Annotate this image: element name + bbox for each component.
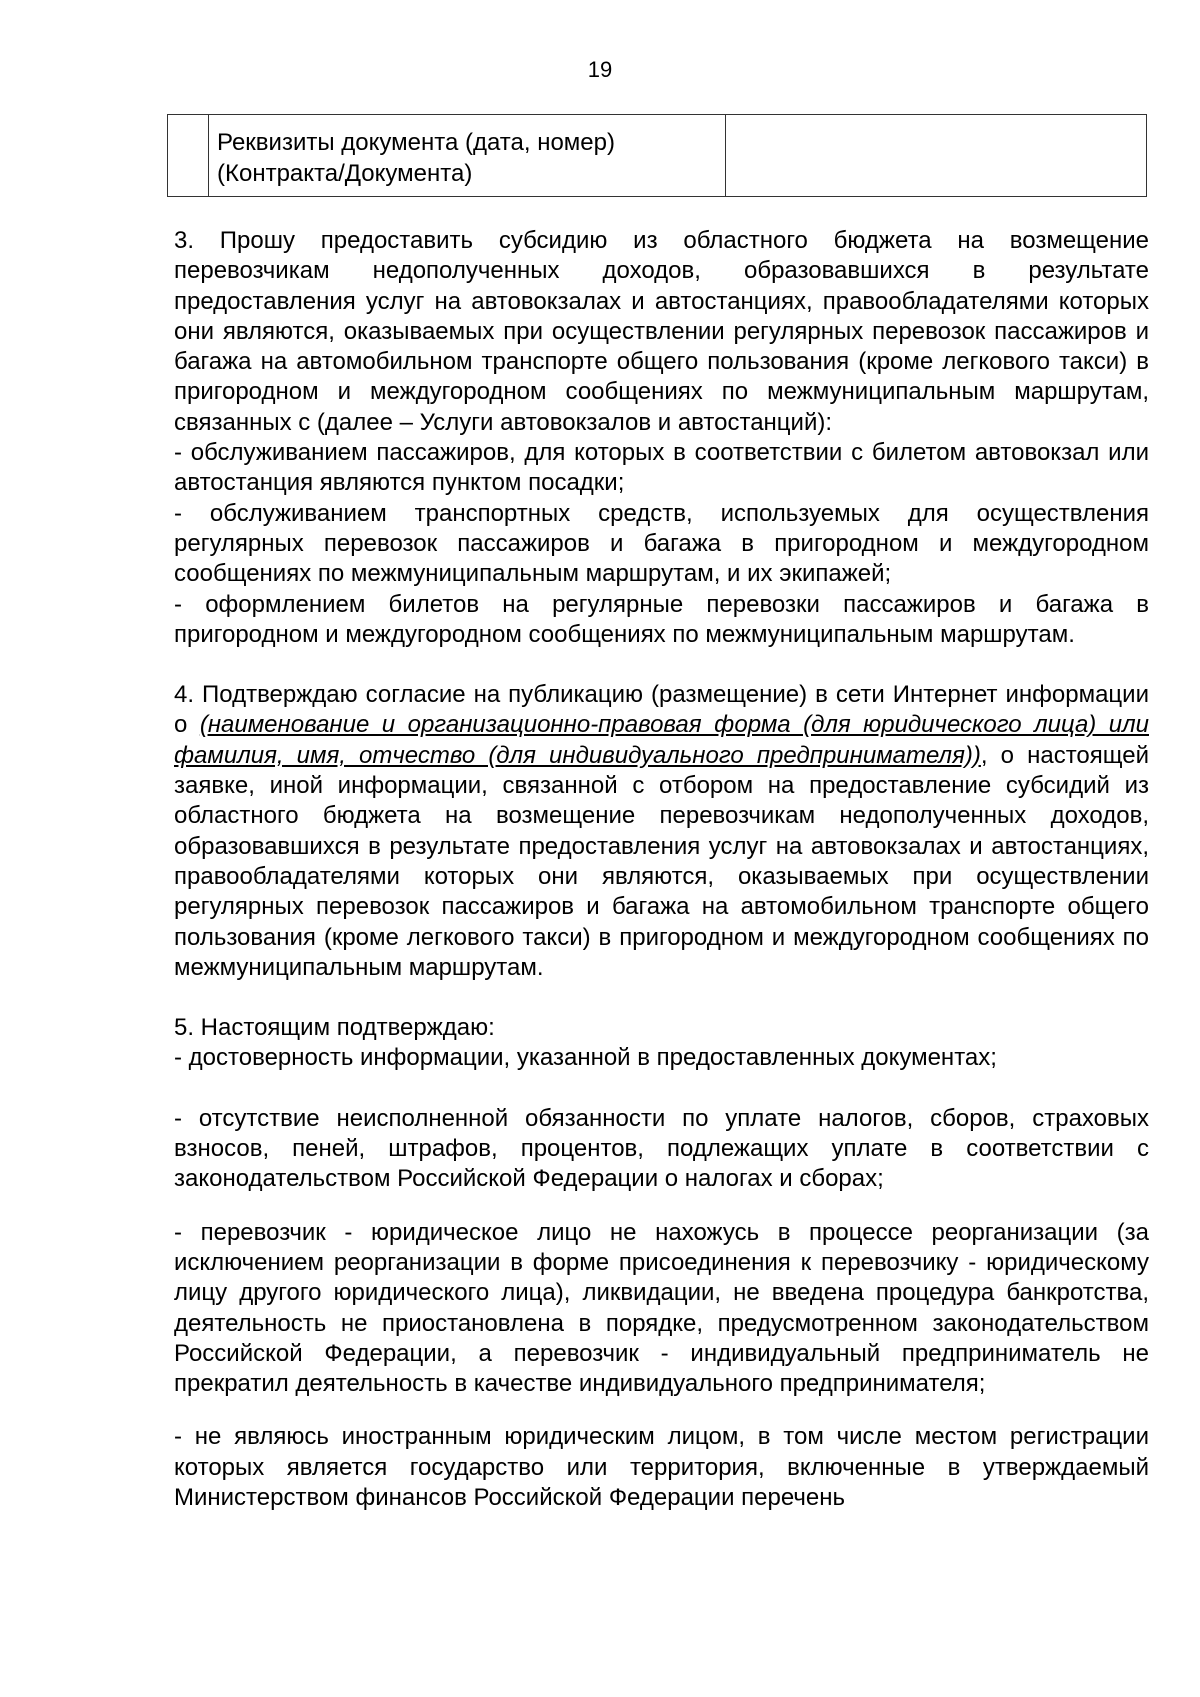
spacer [174, 983, 1149, 1013]
section4-placeholder-name: (наименование и организационно-правовая форма (для юридического лица) или фамилия, имя, отчество (для индивидуального предпринимателя)) [174, 711, 1149, 769]
section5-title: 5. Настоящим подтверждаю: [174, 1014, 495, 1042]
page-number: 19 [587, 57, 613, 82]
section5-item2: - отсутствие неисполненной обязанности по уплате налогов, сборов, страховых взносов, пеней, штрафов, процентов, подлежащих уплате в соответствии с законодательством Российской Федерации о налогах и сборах; [174, 1104, 1149, 1193]
section5-item3: - перевозчик - юридическое лицо не нахожусь в процессе реорганизации (за исключением реорганизации в форме присоединения к перевозчику - юридическому лицу другого юридического лица), ликвидации, не введена процедура банкротства, деятельность не приостановлена в порядке, предусмотренном законодательством Российской Федерации, а перевозчик - индивидуальный предприниматель не прекратил деятельность в качестве индивидуального предпринимателя; [174, 1218, 1149, 1398]
section4-paragraph [174, 680, 1149, 983]
spacer [174, 1399, 1149, 1422]
section4-text-after: , о настоящей заявке, иной информации, связанной с отбором на предоставление субсидий из областного бюджета на возмещение перевозчикам недополученных доходов, образовавшихся в результате предоставления услуг на автовокзалах и автостанциях, правообладателями которых они являются, оказываемых при осуществлении регулярных перевозок пассажиров и багажа на автомобильном транспорте общего пользования (кроме легкового такси) в пригородном и междугородном сообщениях по межмуниципальным маршрутам. [174, 741, 1150, 981]
row-number-cell [168, 115, 209, 197]
section3-intro: 3. Прошу предоставить субсидию из областного бюджета на возмещение перевозчикам недополученных доходов, образовавшихся в результате предоставления услуг на автовокзалах и автостанциях, правообладателями которых они являются, оказываемых при осуществлении регулярных перевозок пассажиров и багажа на автомобильном транспорте общего пользования (кроме легкового такси) в пригородном и междугородном сообщениях по межмуниципальным маршрутам, связанных с (далее – Услуги автовокзалов и автостанций): [174, 227, 1149, 436]
table-row [168, 115, 1147, 197]
row-label-line2: (Контракта/Документа) [217, 160, 473, 187]
document-details-table [167, 114, 1147, 197]
section3-item3: - оформлением билетов на регулярные перевозки пассажиров и багажа в пригородном и междугородном сообщениях по межмуниципальным маршрутам. [174, 590, 1149, 648]
spacer [174, 1074, 1149, 1104]
document-body [174, 226, 1149, 1513]
section5-item4: - не являюсь иностранным юридическим лицом, в том числе местом регистрации которых является государство или территория, включенные в утверждаемый Министерством финансов Российской Федерации перечень [174, 1423, 1149, 1511]
row-value-cell [726, 115, 1147, 197]
section3-item2: - обслуживанием транспортных средств, используемых для осуществления регулярных перевозок пассажиров и багажа в пригородном и междугородном сообщениях по межмуниципальным маршрутам, и их экипажей; [174, 499, 1149, 588]
spacer [174, 650, 1149, 680]
spacer [174, 1195, 1149, 1218]
row-label-line1: Реквизиты документа (дата, номер) [217, 129, 615, 156]
section4-text-before: 4. Подтверждаю согласие на публикацию (размещение) в сети Интернет информации о [174, 681, 1149, 739]
section5-item1: - достоверность информации, указанной в предоставленных документах; [174, 1044, 997, 1072]
section3-item1: - обслуживанием пассажиров, для которых в соответствии с билетом автовокзал или автостанция являются пунктом посадки; [174, 439, 1149, 497]
row-label-cell [209, 115, 726, 197]
